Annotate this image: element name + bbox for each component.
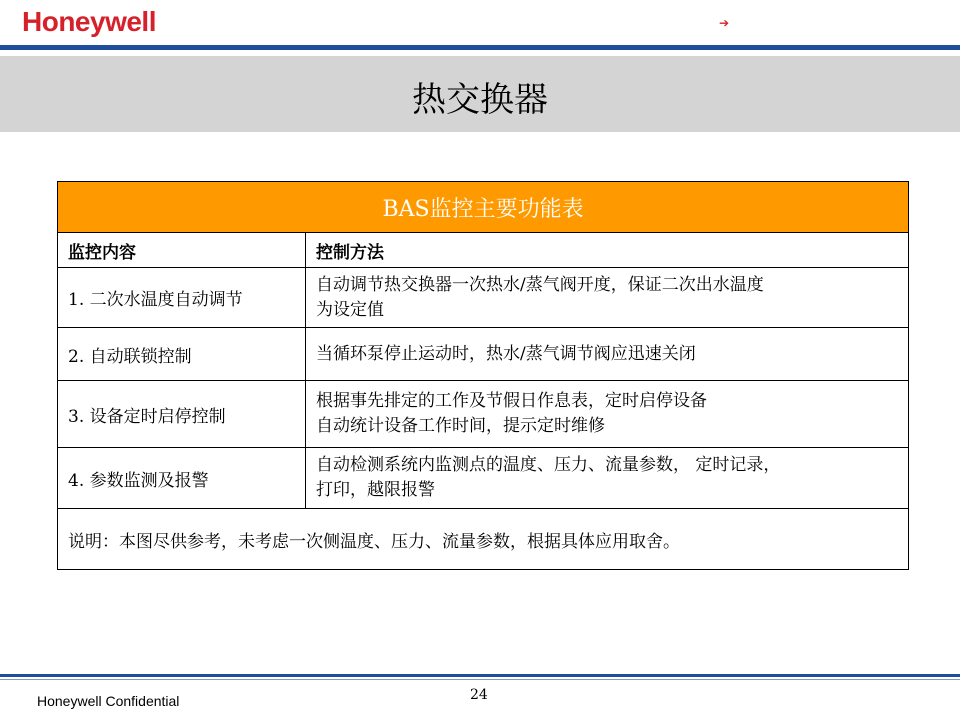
table-row [58, 448, 909, 509]
table-header-row [58, 233, 909, 268]
title-band [0, 56, 960, 132]
row-item: 4. 参数监测及报警 [58, 448, 306, 509]
row-item: 2. 自动联锁控制 [58, 328, 306, 381]
table-note-row [58, 509, 909, 570]
row-item: 1. 二次水温度自动调节 [58, 268, 306, 328]
column-header-content: 监控内容 [58, 233, 306, 268]
footer-rule-thin [0, 679, 960, 680]
table-row [58, 268, 909, 328]
table-caption: BAS监控主要功能表 [58, 182, 909, 233]
row-method: 当循环泵停止运动时，热水/蒸气调节阀应迅速关闭 [306, 328, 909, 381]
slide-title: 热交换器 [412, 80, 548, 120]
table-row [58, 381, 909, 448]
function-table [57, 181, 909, 570]
row-method: 根据事先排定的工作及节假日作息表，定时启停设备 自动统计设备工作时间，提示定时维修 [306, 381, 909, 448]
honeywell-logo: Honeywell [22, 6, 156, 37]
confidential-label: Honeywell Confidential [37, 693, 180, 709]
row-item: 3. 设备定时启停控制 [58, 381, 306, 448]
next-arrow-icon[interactable]: ➔ [719, 16, 730, 30]
table-row [58, 328, 909, 381]
table-note: 说明：本图尽供参考，未考虑一次侧温度、压力、流量参数，根据具体应用取舍。 [58, 509, 909, 570]
header-rule [0, 45, 960, 50]
page-number: 24 [470, 687, 488, 703]
footer-rule [0, 674, 960, 677]
row-method: 自动检测系统内监测点的温度、压力、流量参数， 定时记录， 打印，越限报警 [306, 448, 909, 509]
row-method: 自动调节热交换器一次热水/蒸气阀开度，保证二次出水温度 为设定值 [306, 268, 909, 328]
column-header-method: 控制方法 [306, 233, 909, 268]
